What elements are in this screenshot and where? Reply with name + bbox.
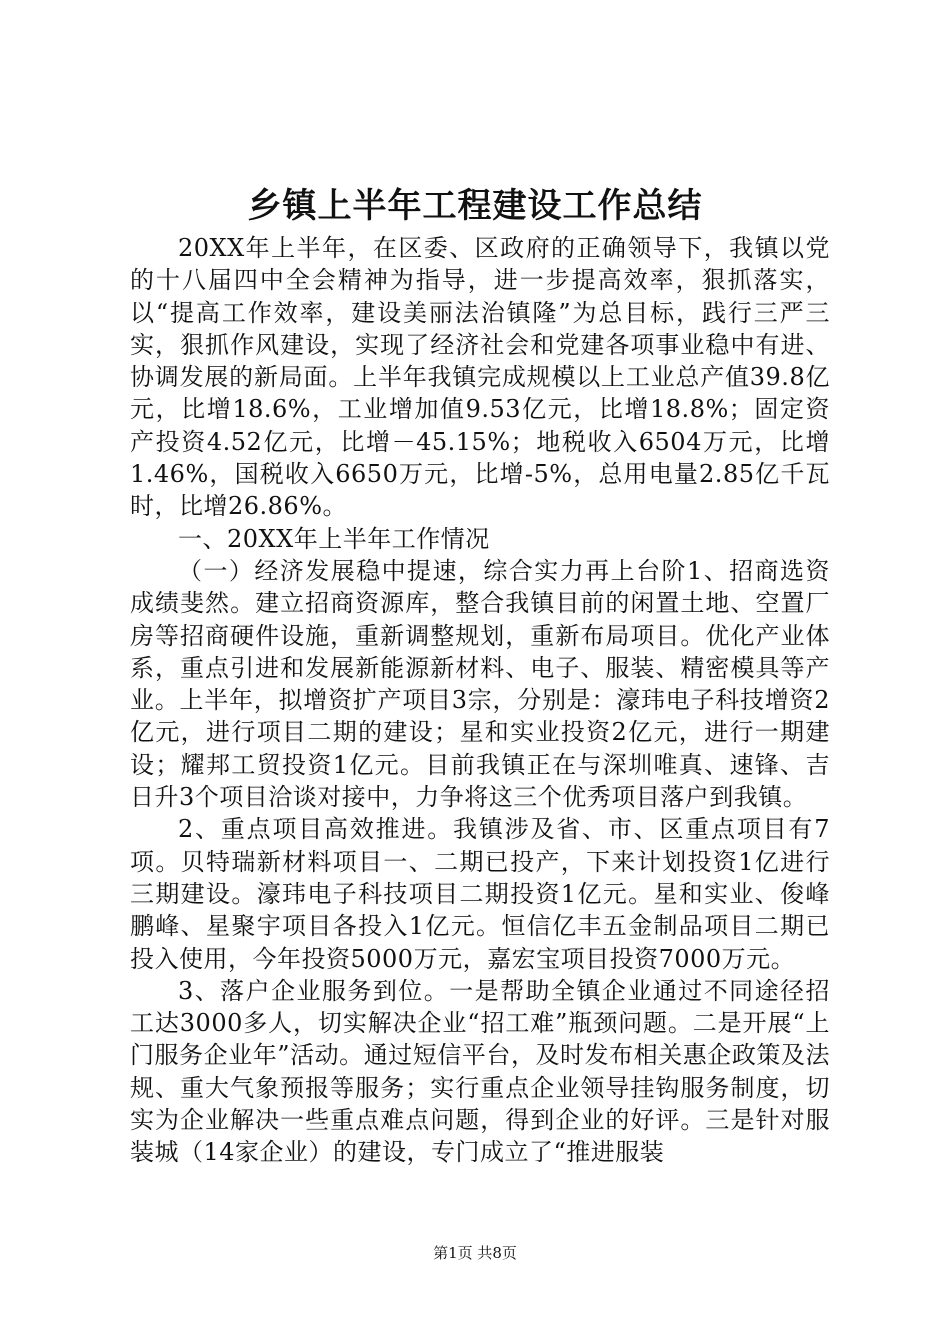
paragraph-enterprise-service: 3、落户企业服务到位。一是帮助全镇企业通过不同途径招工达3000多人，切实解决企业“招工难”瓶颈问题。二是开展“上门服务企业年”活动。通过短信平台，及时发布相关惠企政策及法规、重大气象预报等服务；实行重点企业领导挂钩服务制度，切实为企业解决一些重点难点问题，得到企业的好评。三是针对服装城（14家企业）的建设，专门成立了“推进服装 xyxy=(130,976,830,1167)
paragraph-intro: 20XX年上半年，在区委、区政府的正确领导下，我镇以党的十八届四中全会精神为指导，进一步提高效率，狠抓落实，以“提高工作效率，建设美丽法治镇隆”为总目标，践行三严三实，狠抓作风建设，实现了经济社会和党建各项事业稳中有进、协调发展的新局面。上半年我镇完成规模以上工业总产值39.8亿元，比增18.6%，工业增加值9.53亿元，比增18.8%；固定资产投资4.52亿元，比增－45.15%；地税收入6504万元，比增1.46%，国税收入6650万元，比增-5%，总用电量2.85亿千瓦时，比增26.86%。 xyxy=(130,234,830,521)
paragraph-investment: （一）经济发展稳中提速，综合实力再上台阶1、招商选资成绩斐然。建立招商资源库，整合我镇目前的闲置土地、空置厂房等招商硬件设施，重新调整规划，重新布局项目。优化产业体系，重点引进和发展新能源新材料、电子、服装、精密模具等产业。上半年，拟增资扩产项目3宗，分别是：濠玮电子科技增资2亿元，进行项目二期的建设；星和实业投资2亿元，进行一期建设；耀邦工贸投资1亿元。目前我镇正在与深圳唯真、速锋、吉日升3个项目洽谈对接中，力争将这三个优秀项目落户到我镇。 xyxy=(130,556,830,812)
document-body xyxy=(130,232,830,1169)
section-heading: 一、20XX年上半年工作情况 xyxy=(178,524,490,553)
document-title: 乡镇上半年工程建设工作总结 xyxy=(247,186,703,226)
page-footer: 第1页 共8页 xyxy=(433,1244,517,1262)
paragraph-key-projects: 2、重点项目高效推进。我镇涉及省、市、区重点项目有7项。贝特瑞新材料项目一、二期已投产，下来计划投资1亿进行三期建设。濠玮电子科技项目二期投资1亿元。星和实业、俊峰鹏峰、星聚宇项目各投入1亿元。恒信亿丰五金制品项目二期已投入使用，今年投资5000万元，嘉宏宝项目投资7000万元。 xyxy=(130,815,830,973)
